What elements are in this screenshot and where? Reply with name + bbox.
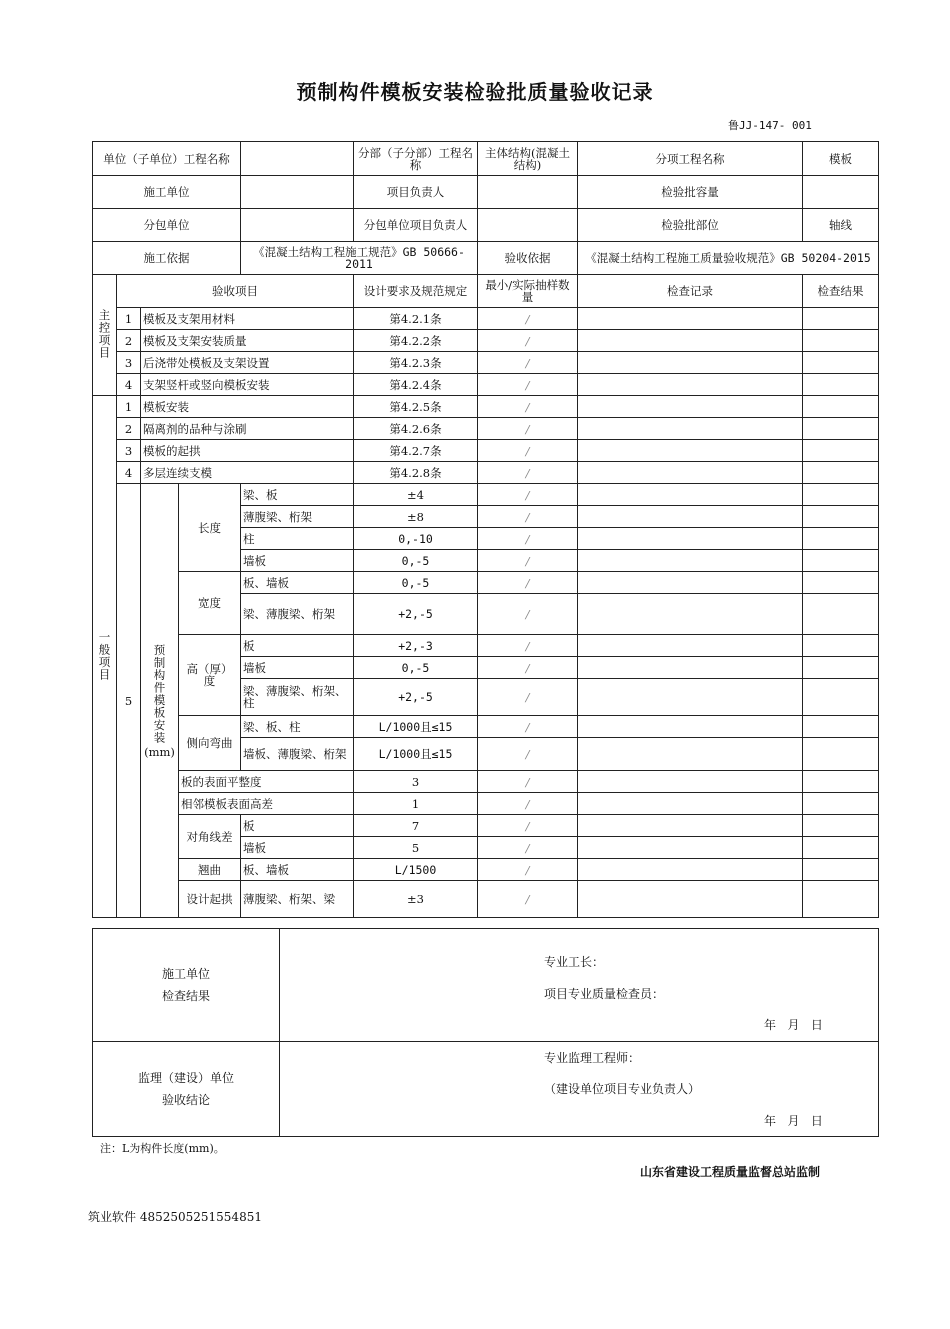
sub-item: 板、墙板: [241, 859, 354, 881]
supervisor-label-1: 监理（建设）单位: [137, 1071, 234, 1085]
row-item: 多层连续支模: [141, 462, 354, 484]
general-group: [93, 396, 117, 918]
row-record[interactable]: [578, 837, 803, 859]
row-result[interactable]: [803, 462, 879, 484]
row-result[interactable]: [803, 374, 879, 396]
row-sample[interactable]: /: [478, 594, 578, 635]
row-no: 4: [117, 374, 141, 396]
row-result[interactable]: [803, 771, 879, 793]
col-record: 检查记录: [578, 275, 803, 308]
camber-label: 设计起拱: [179, 881, 241, 918]
signature-table: [92, 928, 879, 1137]
table-row: [93, 793, 879, 815]
col-item: 验收项目: [117, 275, 354, 308]
table-row: [93, 635, 879, 657]
table-row: [93, 308, 879, 330]
engineer-label: 专业监理工程师：: [544, 1051, 641, 1065]
subitem-value[interactable]: 模板: [803, 142, 879, 176]
row-no: 3: [117, 440, 141, 462]
row-item: 隔离剂的品种与涂刷: [141, 418, 354, 440]
row-record[interactable]: [578, 462, 803, 484]
location-value[interactable]: 轴线: [803, 209, 879, 242]
main-control-group-label: 主控项目: [97, 309, 112, 359]
row-sample[interactable]: /: [478, 881, 578, 918]
sub-item: 墙板、薄腹梁、桁架: [241, 738, 354, 771]
row-result[interactable]: [803, 738, 879, 771]
table-row: [93, 396, 879, 418]
row-sample[interactable]: /: [478, 635, 578, 657]
page-title: 预制构件模板安装检验批质量验收记录: [296, 80, 654, 104]
sub-item: 梁、薄腹梁、桁架、柱: [241, 679, 354, 716]
software-id: 筑业软件 4852505251554851: [88, 1210, 262, 1224]
table-row: [93, 462, 879, 484]
col-result: 检查结果: [803, 275, 879, 308]
row-sample[interactable]: /: [478, 330, 578, 352]
row-result[interactable]: [803, 550, 879, 572]
row-req: 0,-5: [354, 550, 478, 572]
row-record[interactable]: [578, 374, 803, 396]
row-result[interactable]: [803, 793, 879, 815]
row-req: 第4.2.7条: [354, 440, 478, 462]
row-result[interactable]: [803, 440, 879, 462]
row-sample[interactable]: /: [478, 550, 578, 572]
flatness-label: 板的表面平整度: [179, 771, 354, 793]
sub-item: 板: [241, 815, 354, 837]
date-label-2: 年 月 日: [764, 1114, 823, 1128]
supervisor-conclusion-area[interactable]: [280, 1042, 879, 1137]
row-result[interactable]: [803, 657, 879, 679]
row-req: 第4.2.1条: [354, 308, 478, 330]
row-req: 5: [354, 837, 478, 859]
table-row: [93, 418, 879, 440]
row-record[interactable]: [578, 859, 803, 881]
row-sample[interactable]: /: [478, 374, 578, 396]
row-record[interactable]: [578, 657, 803, 679]
row-record[interactable]: [578, 679, 803, 716]
main-control-group: [93, 275, 117, 396]
row-sample[interactable]: /: [478, 771, 578, 793]
unit-value[interactable]: [241, 142, 354, 176]
row-record[interactable]: [578, 308, 803, 330]
row-record[interactable]: [578, 528, 803, 550]
row-record[interactable]: [578, 396, 803, 418]
row-sample[interactable]: /: [478, 484, 578, 506]
constructor-check-area[interactable]: [280, 929, 879, 1042]
form-code: 鲁JJ-147- 001: [728, 119, 812, 132]
capacity-value[interactable]: [803, 176, 879, 209]
row-item: 模板安装: [141, 396, 354, 418]
row-result[interactable]: [803, 594, 879, 635]
item5-label: 预制构件模板安装: [152, 643, 167, 744]
row-result[interactable]: [803, 330, 879, 352]
pm-label: 项目负责人: [354, 176, 478, 209]
bend-label: 侧向弯曲: [179, 716, 241, 771]
row-result[interactable]: [803, 815, 879, 837]
supervisor-label: [93, 1042, 280, 1137]
sub-item: 柱: [241, 528, 354, 550]
row-record[interactable]: [578, 330, 803, 352]
footer-org: 山东省建设工程质量监督总站监制: [640, 1165, 821, 1179]
constructor-check-label-2: 检查结果: [161, 989, 210, 1003]
row-req: 1: [354, 793, 478, 815]
sub-item: 薄腹梁、桁架、梁: [241, 881, 354, 918]
row-sample[interactable]: /: [478, 506, 578, 528]
row-sample[interactable]: /: [478, 793, 578, 815]
acceptance-value[interactable]: 《混凝土结构工程施工质量验收规范》GB 50204-2015: [578, 242, 879, 275]
height-label: 高（厚）度: [179, 635, 241, 716]
row-no: 5: [117, 484, 141, 918]
general-group-label: 一般项目: [97, 630, 112, 681]
row-record[interactable]: [578, 716, 803, 738]
sub-item: 薄腹梁、桁架: [241, 506, 354, 528]
col-requirement: 设计要求及规范规定: [354, 275, 478, 308]
row-req: ±3: [354, 881, 478, 918]
unit-label: 单位（子单位）工程名称: [93, 142, 241, 176]
row-record[interactable]: [578, 506, 803, 528]
sub-item: 墙板: [241, 657, 354, 679]
sub-item: 墙板: [241, 550, 354, 572]
row-result[interactable]: [803, 635, 879, 657]
sub-item: 板、墙板: [241, 572, 354, 594]
row-sample[interactable]: /: [478, 859, 578, 881]
row-result[interactable]: [803, 679, 879, 716]
subcontractor-label: 分包单位: [93, 209, 241, 242]
row-req: 3: [354, 771, 478, 793]
row-record[interactable]: [578, 771, 803, 793]
row-sample[interactable]: /: [478, 440, 578, 462]
constructor-label: 施工单位: [93, 176, 241, 209]
row-req: 7: [354, 815, 478, 837]
row-req: +2,-3: [354, 635, 478, 657]
row-no: 3: [117, 352, 141, 374]
row-no: 1: [117, 308, 141, 330]
row-result[interactable]: [803, 572, 879, 594]
capacity-label: 检验批容量: [578, 176, 803, 209]
row-req: 0,-10: [354, 528, 478, 550]
sub-item: 板: [241, 635, 354, 657]
table-row: [93, 572, 879, 594]
foreman-label: 专业工长：: [544, 955, 605, 969]
warp-label: 翘曲: [179, 859, 241, 881]
division-label: 分部（子分部）工程名称: [354, 142, 478, 176]
row-result[interactable]: [803, 881, 879, 918]
row-req: ±8: [354, 506, 478, 528]
row-no: 4: [117, 462, 141, 484]
row-req: +2,-5: [354, 594, 478, 635]
row-sample[interactable]: /: [478, 815, 578, 837]
row-sample[interactable]: /: [478, 462, 578, 484]
table-row: [93, 352, 879, 374]
row-record[interactable]: [578, 484, 803, 506]
table-row: [93, 859, 879, 881]
basis-value[interactable]: 《混凝土结构工程施工规范》GB 50666-2011: [241, 242, 478, 275]
row-item: 模板及支架安装质量: [141, 330, 354, 352]
row-sample[interactable]: /: [478, 657, 578, 679]
row-req: 第4.2.4条: [354, 374, 478, 396]
row-result[interactable]: [803, 352, 879, 374]
constructor-value[interactable]: [241, 176, 354, 209]
row-record[interactable]: [578, 881, 803, 918]
sub-pm-value[interactable]: [478, 209, 578, 242]
row-result[interactable]: [803, 396, 879, 418]
row-req: +2,-5: [354, 679, 478, 716]
row-req: 第4.2.2条: [354, 330, 478, 352]
length-label: 长度: [179, 484, 241, 572]
table-row: [93, 716, 879, 738]
row-item: 模板及支架用材料: [141, 308, 354, 330]
row-record[interactable]: [578, 635, 803, 657]
row-sample[interactable]: /: [478, 528, 578, 550]
adjacent-label: 相邻模板表面高差: [179, 793, 354, 815]
row-req: 第4.2.8条: [354, 462, 478, 484]
sub-item: 梁、板、柱: [241, 716, 354, 738]
row-req: L/1500: [354, 859, 478, 881]
row-sample[interactable]: /: [478, 738, 578, 771]
sub-item: 墙板: [241, 837, 354, 859]
note: 注：L为构件长度(mm)。: [100, 1142, 225, 1155]
row-req: 0,-5: [354, 657, 478, 679]
subitem-label: 分项工程名称: [578, 142, 803, 176]
row-result[interactable]: [803, 506, 879, 528]
row-sample[interactable]: /: [478, 308, 578, 330]
pm-value[interactable]: [478, 176, 578, 209]
row-req: L/1000且≤15: [354, 738, 478, 771]
row-result[interactable]: [803, 308, 879, 330]
row-result[interactable]: [803, 859, 879, 881]
row-record[interactable]: [578, 440, 803, 462]
row-sample[interactable]: /: [478, 418, 578, 440]
row-record[interactable]: [578, 738, 803, 771]
row-no: 2: [117, 330, 141, 352]
acceptance-label: 验收依据: [478, 242, 578, 275]
row-req: 第4.2.5条: [354, 396, 478, 418]
constructor-check-label: [93, 929, 280, 1042]
row-record[interactable]: [578, 815, 803, 837]
width-label: 宽度: [179, 572, 241, 635]
row-req: 第4.2.3条: [354, 352, 478, 374]
division-value[interactable]: 主体结构(混凝土结构): [478, 142, 578, 176]
table-row: [93, 374, 879, 396]
inspection-table: [92, 141, 879, 918]
item5-label-cell: [141, 484, 179, 918]
table-row: [93, 881, 879, 918]
row-record[interactable]: [578, 793, 803, 815]
row-no: 2: [117, 418, 141, 440]
row-req: 0,-5: [354, 572, 478, 594]
row-result[interactable]: [803, 484, 879, 506]
row-sample[interactable]: /: [478, 396, 578, 418]
row-result[interactable]: [803, 528, 879, 550]
row-record[interactable]: [578, 572, 803, 594]
row-record[interactable]: [578, 594, 803, 635]
table-row: [93, 484, 879, 506]
row-no: 1: [117, 396, 141, 418]
row-record[interactable]: [578, 418, 803, 440]
location-label: 检验批部位: [578, 209, 803, 242]
basis-label: 施工依据: [93, 242, 241, 275]
inspector-label: 项目专业质量检查员：: [544, 987, 665, 1001]
row-result[interactable]: [803, 837, 879, 859]
row-sample[interactable]: /: [478, 679, 578, 716]
row-req: ±4: [354, 484, 478, 506]
row-record[interactable]: [578, 352, 803, 374]
row-sample[interactable]: /: [478, 572, 578, 594]
row-result[interactable]: [803, 716, 879, 738]
row-sample[interactable]: /: [478, 352, 578, 374]
row-record[interactable]: [578, 550, 803, 572]
row-req: L/1000且≤15: [354, 716, 478, 738]
row-item: 后浇带处模板及支架设置: [141, 352, 354, 374]
table-row: [93, 815, 879, 837]
col-sample: 最小/实际抽样数量: [478, 275, 578, 308]
row-sample[interactable]: /: [478, 716, 578, 738]
row-item: 支架竖杆或竖向模板安装: [141, 374, 354, 396]
item5-unit: (mm): [144, 744, 175, 759]
sub-item: 梁、薄腹梁、桁架: [241, 594, 354, 635]
subcontractor-value[interactable]: [241, 209, 354, 242]
owner-rep-label: （建设单位项目专业负责人）: [544, 1082, 701, 1096]
row-sample[interactable]: /: [478, 837, 578, 859]
table-row: [93, 771, 879, 793]
row-item: 模板的起拱: [141, 440, 354, 462]
table-row: [93, 330, 879, 352]
sub-item: 梁、板: [241, 484, 354, 506]
date-label: 年 月 日: [764, 1018, 823, 1032]
table-row: [93, 440, 879, 462]
row-result[interactable]: [803, 418, 879, 440]
supervisor-label-2: 验收结论: [161, 1093, 210, 1107]
constructor-check-label-1: 施工单位: [161, 967, 210, 981]
diagonal-label: 对角线差: [179, 815, 241, 859]
row-req: 第4.2.6条: [354, 418, 478, 440]
sub-pm-label: 分包单位项目负责人: [354, 209, 478, 242]
